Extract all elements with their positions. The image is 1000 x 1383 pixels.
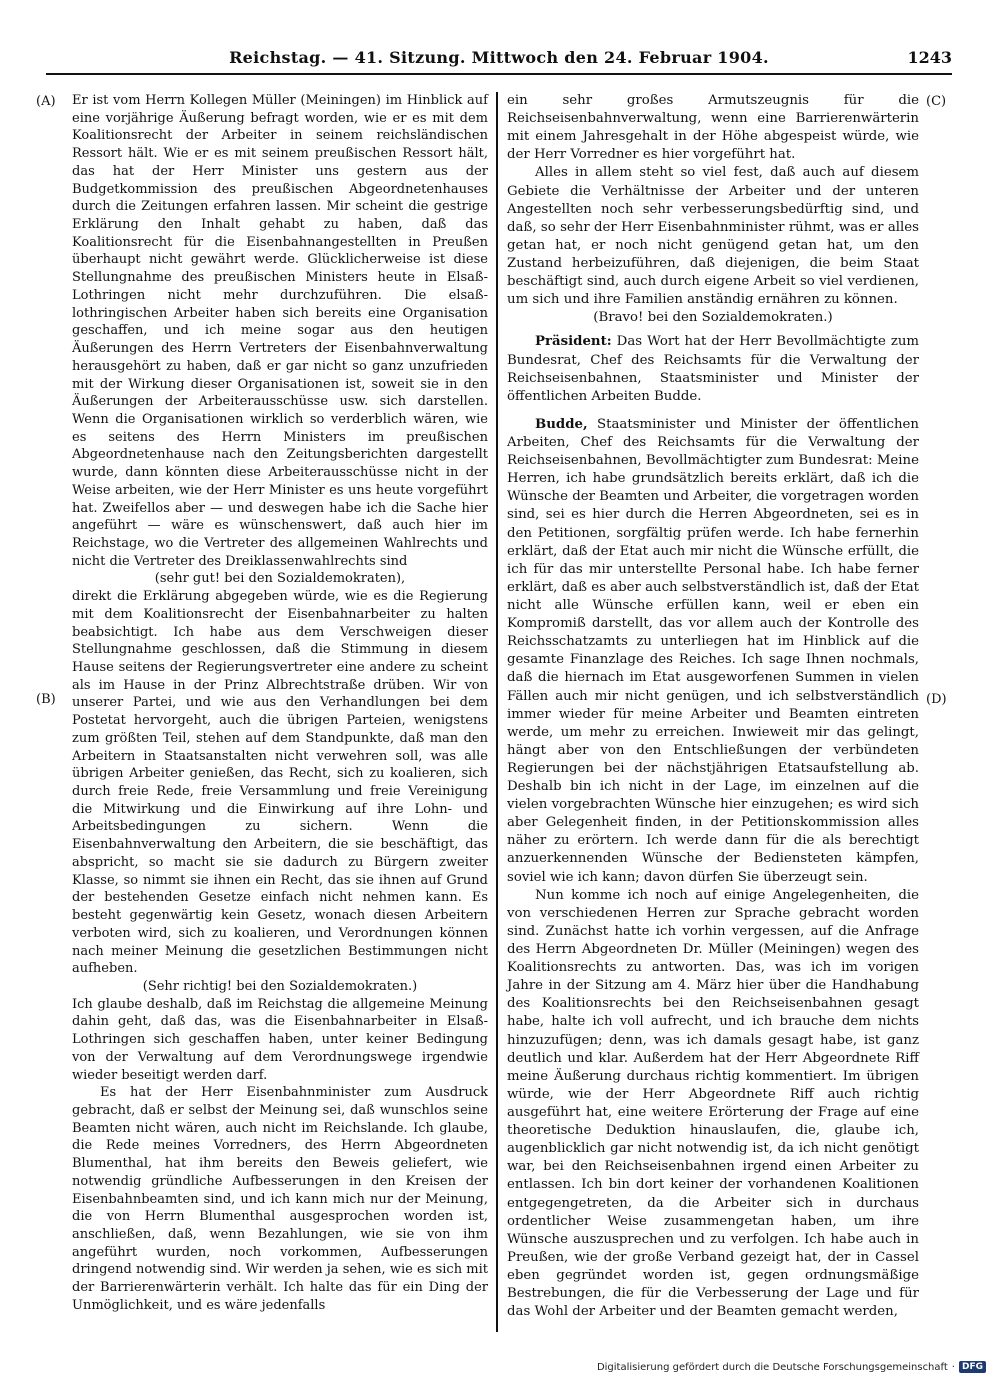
page-number: 1243 bbox=[907, 48, 952, 67]
right-column bbox=[507, 92, 919, 1321]
paragraph: Ich glaube deshalb, daß im Reichstag die allgemeine Meinung dahin geht, daß das, was die Eisenbahnarbeiter in Elsaß-Lothringen sich geschaffen haben, unter keiner Bedingung von der Verwaltung auf dem Verordnungswege irgendwie wieder beseitigt werden darf. bbox=[72, 996, 488, 1083]
dfg-logo-icon: DFG bbox=[959, 1361, 986, 1373]
speaker-paragraph bbox=[507, 333, 919, 405]
paragraph: Alles in allem steht so viel fest, daß auch auf diesem Gebiete die Verhältnisse der Arbeiter und der unteren Angestellten noch sehr verbesserungsbedürftig sind, und daß, so sehr der Herr Eisenbahnminister rühmt, was er alles getan hat, er noch nicht genügend getan hat, um den Zustand herbeizuführen, daß diejenigen, die beim Staat beschäftigt sind, auch durch eigene Arbeit so viel verdienen, um sich und ihre Familien anständig ernähren zu können. bbox=[507, 165, 919, 308]
paragraph: Es hat der Herr Eisenbahnminister zum Ausdruck gebracht, daß er selbst der Meinung sei, daß wunschlos seine Beamten nicht wären, auch nicht im Reichslande. Ich glaube, die Rede meines Vorredners, des Herrn Abgeordneten Blumenthal, hat ihm bereits den Beweis geliefert, wie notwendig gründliche Aufbesserungen in den Kreisen der Eisenbahnbeamten sind, und ich kann mich nur der Meinung, die von Herrn Blumenthal ausgesprochen worden ist, anschließen, daß, wenn Bezahlungen, wie sie von ihm angeführt wurden, noch vorkommen, Aufbesserungen dringend notwendig sind. Wir werden ja sehen, wie es sich mit der Barrierenwärterin verhält. Ich halte das für ein Ding der Unmöglichkeit, und es wäre jedenfalls bbox=[72, 1085, 488, 1313]
speech-text: Das Wort hat der Herr Bevollmächtigte zum Bundesrat, Chef des Reichsamts für die Verwaltung der Reichseisenbahnen, Staatsminister und Minister der öffentlichen Arbeiten Budde. bbox=[507, 334, 920, 404]
paragraph: Nun komme ich noch auf einige Angelegenheiten, die von verschiedenen Herren zur Sprache gebracht worden sind. Zunächst hatte ich vorhin vergessen, auf die Anfrage des Herrn Abgeordneten Dr. Müller (Meiningen) wegen des Koalitionsrechts zu antworten. Das, was ich im vorigen Jahre in der Sitzung am 4. März hier über die Handhabung des Koalitionsrechts bei den Reichseisenbahnen gesagt habe, halte ich voll aufrecht, und ich brauche dem nichts hinzuzufügen; denn, was ich damals gesagt habe, ist ganz deutlich und klar. Außerdem hat der Herr Abgeordnete Riff meine Äußerung durchaus richtig kommentiert. Im übrigen würde, wie der Herr Abgeordnete Riff auch richtig ausgeführt hat, eine weitere Erörterung der Frage auf eine theoretische Deduktion hinauslaufen, die, glaube ich, augenblicklich gar nicht notwendig ist, da ich nicht genötigt war, bei den Reichseisenbahnen irgend einen Arbeiter zu entlassen. Ich bin dort keiner der vorhandenen Koalitionen entgegengetreten, da die Arbeiter sich in durchaus ordentlicher Weise zusammengetan haben, um ihre Wünsche auszusprechen und zu verfolgen. Ich habe auch in Preußen, wie der große Verband gezeigt hat, der in Cassel eben gegründet worden ist, gegen ordnungsmäßige Bestrebungen, die für die Verbesserung der Lage und für das Wohl der Arbeiter und der Beamten gemacht werden, bbox=[507, 887, 919, 1320]
paragraph: Er ist vom Herrn Kollegen Müller (Meiningen) im Hinblick auf eine vorjährige Äußerung befragt worden, wie er es mit dem Koalitionsrecht der Arbeiter in seinem reichsländischen Ressort hält. Wie er es mit seinem preußischen Ressort hält, das hat der Herr Minister uns gestern aus der Budgetkommission des preußischen Abgeordnetenhauses durch die Zeitungen erfahren lassen. Mir scheint die gestrige Erklärung den Inhalt gehabt zu haben, daß das Koalitionsrecht für die Eisenbahnangestellten in Preußen überhaupt nicht gewährt werde. Glücklicherweise ist diese Stellungnahme des preußischen Ministers heute in Elsaß-Lothringen nicht mehr durchzuführen. Die elsaß-lothringischen Arbeiter haben sich bereits eine Organisation geschaffen, und ich meine sogar aus den heutigen Äußerungen des Herrn Vertreters der Eisenbahnverwaltung herausgehört zu haben, daß er gar nicht so ganz unzufrieden mit der Wirkung dieser Organisationen ist, soweit sie in den Äußerungen der Arbeiterausschüsse usw. sich darstellen. Wenn die Organisationen wirklich so verderblich wären, wie es seitens des Herrn Ministers im preußischen Abgeordnetenhause nach den Zeitungsberichten dargestellt wurde, dann könnten diese Arbeiterausschüsse nicht in der Weise arbeiten, wie der Herr Minister es uns heute vorgeführt hat. Zweifellos aber — und deswegen habe ich die Sache hier angeführt — wäre es wünschenswert, daß auch hier im Reichstage, wo die Vertreter des allgemeinen Wahlrechts und nicht die Vertreter des Dreiklassenwahlrechts sind bbox=[72, 93, 488, 569]
left-column bbox=[72, 92, 488, 1315]
digitization-credit bbox=[597, 1361, 986, 1373]
paragraph: ein sehr großes Armutszeugnis für die Reichseisenbahnverwaltung, wenn eine Barrierenwärterin mit einem Jahresgehalt in der Höhe abgespeist würde, wie der Herr Vorredner es hier vorgeführt hat. bbox=[507, 93, 919, 163]
column-divider bbox=[496, 92, 498, 1332]
margin-marker-c: (C) bbox=[926, 94, 947, 109]
speaker-name: Budde, bbox=[535, 416, 588, 432]
page-header bbox=[46, 44, 952, 72]
interjection: (Bravo! bei den Sozialdemokraten.) bbox=[593, 310, 833, 326]
margin-marker-b: (B) bbox=[36, 692, 56, 707]
speaker-paragraph bbox=[507, 416, 919, 887]
margin-marker-a: (A) bbox=[36, 94, 56, 109]
paragraph: direkt die Erklärung abgegeben würde, wie es die Regierung mit dem Koalitionsrecht der Eisenbahnarbeiter zu halten beabsichtigt. Ich habe aus dem Verschweigen dieser Stellungnahme geschlossen, daß die Stimmung in diesem Hause seitens der Regierungsvertreter eine andere zu scheint als im Hause in der Prinz Albrechtstraße drüben. Wir von unserer Partei, und wie aus den Verhandlungen bei dem Postetat hervorgeht, auch die übrigen Parteien, wenigstens zum größten Teil, stehen auf dem Standpunkte, daß man den Arbeitern in Staatsanstalten nicht verwehren soll, was alle übrigen Arbeiter genießen, das Recht, sich zu koalieren, sich durch freie Rede, freie Versammlung und freie Vereinigung die Mitwirkung und die Einwirkung auf ihre Lohn- und Arbeitsbedingungen zu sichern. Wenn die Eisenbahnverwaltung den Arbeitern, die sie beschäftigt, das abspricht, so macht sie sie dadurch zu Bürgern zweiter Klasse, so nimmt sie ihnen ein Recht, das sie ihnen auf Grund der bestehenden Gesetze einfach nicht nehmen kann. Es besteht gegenwärtig kein Gesetz, wonach diesen Arbeitern verboten wird, sich zu koalieren, und Verordnungen können nach meiner Meinung die gesetzlichen Bestimmungen nicht aufheben. bbox=[72, 589, 488, 977]
margin-marker-d: (D) bbox=[926, 692, 947, 707]
running-title: Reichstag. — 41. Sitzung. Mittwoch den 24. Februar 1904. bbox=[229, 48, 769, 67]
header-rule bbox=[46, 73, 952, 75]
speech-text: Staatsminister und Minister der öffentlichen Arbeiten, Chef des Reichsamts für die Verwaltung der Reichseisenbahnen, Bevollmächtigter zum Bundesrat: Meine Herren, ich habe grundsätzlich bereits erklärt, daß ich die Wünsche der Beamten und Arbeiter, die vorgetragen worden sind, sei es hier durch die Herren Abgeordneten, sei es in den Petitionen, sorgfältig prüfen werde. Ich habe fernerhin erklärt, daß der Etat auch mir nicht die Wünsche erfüllt, die ich für das mir unterstellte Personal habe. Ich habe ferner erklärt, daß es aber auch selbstverständlich ist, daß der Etat nicht alle Wünsche erfüllen kann, weil er eben ein Kompromiß darstellt, das vor allem auch der Kontrolle des Reichsschatzamts zu unterliegen hat im Hinblick auf die gesamte Finanzlage des Reiches. Ich sage Ihnen nochmals, daß die hiernach im Etat ausgeworfenen Summen in vielen Fällen auch mir nicht genügen, und ich selbstverständlich immer wieder für meine Arbeiter und Beamten eintreten werde, um mehr zu erreichen. Inwieweit mir das gelingt, hängt aber von den Entschließungen der verbündeten Regierungen bei der nächstjährigen Etatsaufstellung ab. Deshalb bin ich nicht in der Lage, im einzelnen auf die vielen vorgebrachten Wünsche hier einzugehen; es wird sich aber Gelegenheit finden, in der Petitionskommission alles näher zu erörtern. Ich werde dann für die als berechtigt anzuerkennenden Wünsche der Bediensteten kämpfen, soviel wie ich kann; davon dürfen Sie überzeugt sein. bbox=[507, 416, 919, 885]
speaker-name: Präsident: bbox=[535, 334, 612, 350]
interjection: (sehr gut! bei den Sozialdemokraten), bbox=[154, 571, 406, 587]
credit-text: Digitalisierung gefördert durch die Deutsche Forschungsgemeinschaft bbox=[596, 1361, 948, 1373]
interjection: (Sehr richtig! bei den Sozialdemokraten.) bbox=[142, 978, 418, 994]
separator: · bbox=[951, 1361, 955, 1373]
